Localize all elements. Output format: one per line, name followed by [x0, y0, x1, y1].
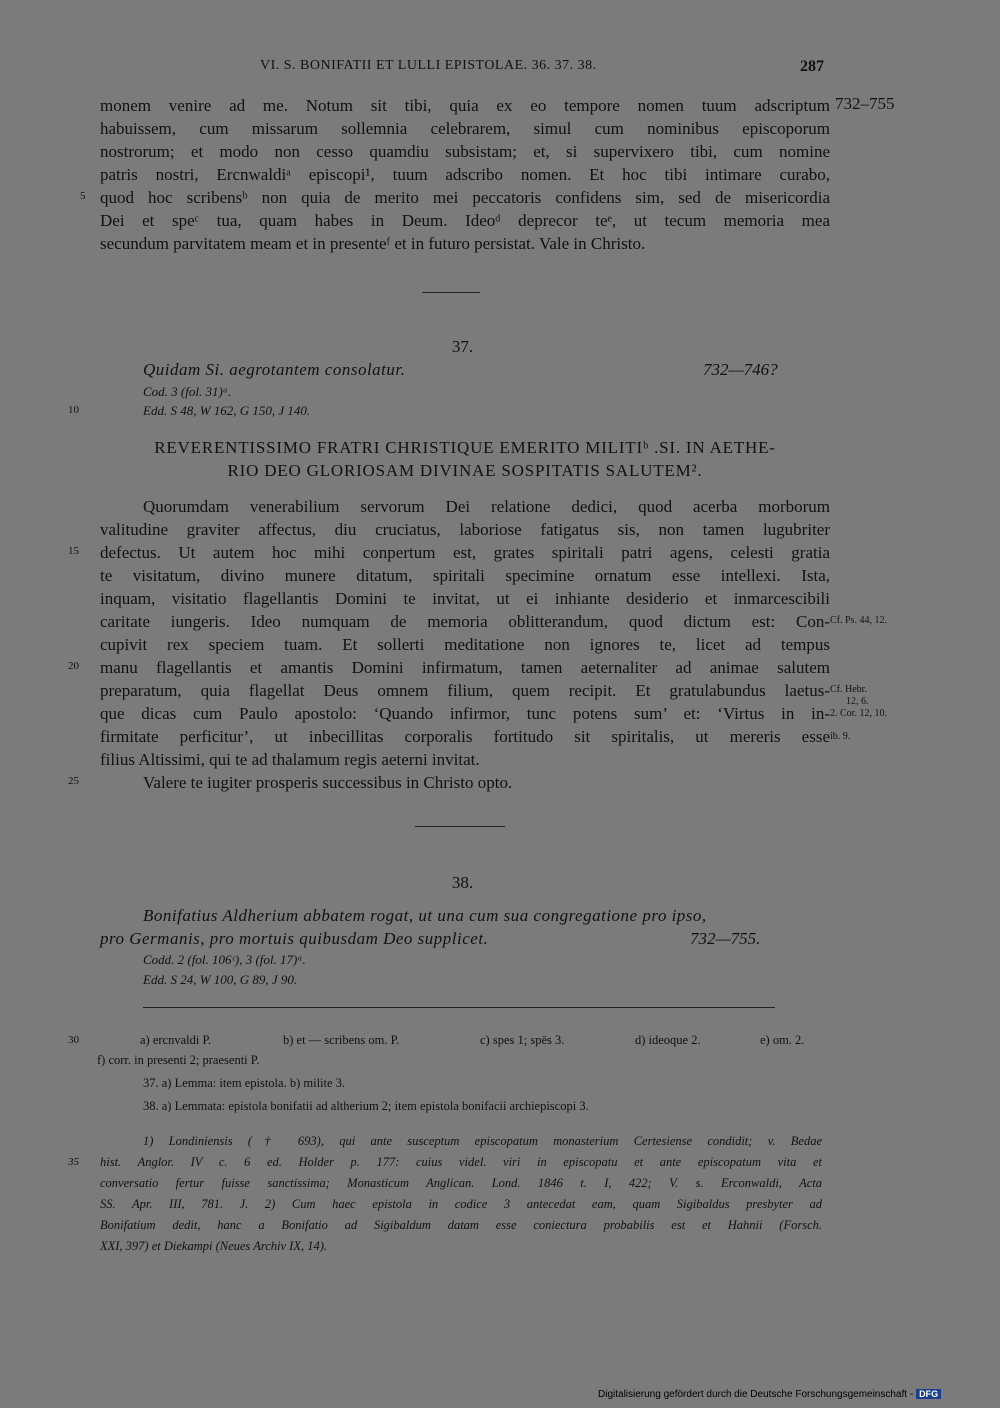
footnote: c) spes 1; spēs 3. — [480, 1033, 565, 1047]
text-line: habuissem, cum missarum sollemnia celebrarem, simul cum nominibus episcoporum — [100, 119, 830, 138]
note-line: hist. Anglor. IV c. 6 ed. Holder p. 177: cuius videl. viri in episcopatu et ante episcopatum vita et — [100, 1155, 822, 1169]
footnote: e) om. 2. — [760, 1033, 805, 1047]
text-line: nostrorum; et modo non cesso quamdiu subsistam; et, si supervixero tibi, cum nomine — [100, 142, 830, 161]
text-line: quod hoc scribensᵇ non quia de merito mei peccatoris confidens sim, sed de misericordia — [100, 188, 830, 207]
section-separator — [415, 826, 505, 827]
letter-38-editions: Edd. S 24, W 100, G 89, J 90. — [143, 972, 298, 987]
letter-37-date: 732—746? — [703, 360, 778, 379]
letter-38-date: 732—755. — [690, 929, 761, 948]
sidenote: 2. Cor. 12, 10. — [830, 708, 887, 719]
letter-37-codex: Cod. 3 (fol. 31)ᵃ. — [143, 384, 232, 399]
text-line: te visitatum, divino munere ditatum, spiritali specimine ornatum esse intellexi. Ista, — [100, 566, 830, 585]
letter-37-number: 37. — [451, 337, 474, 356]
line-number: 15 — [68, 545, 79, 557]
text-line: que dicas cum Paulo apostolo: ‘Quando infirmor, tunc potens sum’ et: ‘Virtus in in- — [100, 704, 830, 723]
letter-38-lemma-2: pro Germanis, pro mortuis quibusdam Deo supplicet. — [100, 929, 489, 948]
section-separator — [422, 292, 480, 293]
text-line: defectus. Ut autem hoc mihi conpertum est, grates spiritali patri agens, celesti gratia — [100, 543, 830, 562]
text-line: monem venire ad me. Notum sit tibi, quia ex eo tempore nomen tuum adscriptum — [100, 96, 830, 115]
line-number: 5 — [80, 190, 86, 202]
text-line: valitudine graviter affectus, diu cruciatus, laboriose fatigatus sis, non tamen lugubriter — [100, 520, 830, 539]
sidenote: Cf. Ps. 44, 12. — [830, 615, 887, 626]
text-line: cupivit rex speciem tuam. Et sollerti meditatione non ignores te, licet ad tempus — [100, 635, 830, 654]
text-line: Valere te iugiter prosperis successibus in Christo opto. — [143, 773, 513, 792]
footnote: a) ercnvaldi P. — [140, 1033, 212, 1047]
text-line: firmitate perficitur’, ut inbecillitas corporalis fortitudo sit spiritalis, ut mereris esse — [100, 727, 830, 746]
note-line: 1) Londiniensis († 693), qui ante susceptum episcopatum monasterium Certesiense condidit; v. Bedae — [143, 1134, 822, 1148]
line-number: 25 — [68, 775, 79, 787]
line-number: 20 — [68, 660, 79, 672]
digitization-credit — [598, 1389, 941, 1400]
text-line: Dei et speᶜ tua, quam habes in Deum. Ideoᵈ deprecor teᵉ, ut tecum memoria mea — [100, 211, 830, 230]
dfg-logo: DFG — [916, 1389, 941, 1399]
letter-37-editions: Edd. S 48, W 162, G 150, J 140. — [143, 403, 311, 418]
line-number: 30 — [68, 1034, 79, 1046]
footnote: d) ideoque 2. — [635, 1033, 701, 1047]
sidenote: ib. 9. — [830, 731, 851, 742]
note-line: conversatio fertur fuisse sanctissima; Monasticum Anglican. Lond. 1846 t. I, 422; V. s. Erconwaldi, Acta — [100, 1176, 822, 1190]
letter-37-salutation-2: RIO DEO GLORIOSAM DIVINAE SOSPITATIS SALUTEM². — [227, 461, 703, 480]
running-header: VI. S. BONIFATII ET LULLI EPISTOLAE. 36. 37. 38. — [260, 58, 597, 73]
letter-37-lemma: Quidam Si. aegrotantem consolatur. — [143, 360, 406, 379]
text-line: secundum parvitatem meam et in presenteᶠ et in futuro persistat. Vale in Christo. — [100, 234, 646, 253]
footnote: f) corr. in presenti 2; praesenti P. — [97, 1053, 260, 1067]
footnote: 37. a) Lemma: item epistola. b) milite 3. — [143, 1076, 346, 1090]
credit-text: Digitalisierung gefördert durch die Deutsche Forschungsgemeinschaft - — [598, 1389, 914, 1400]
text-line: inquam, visitatio flagellantis Domini te invitat, ut ei inhiante desiderio et inmarcescibili — [100, 589, 830, 608]
text-line: filius Altissimi, qui te ad thalamum regis aeterni invitat. — [100, 750, 480, 769]
letter-37-salutation-1: REVERENTISSIMO FRATRI CHRISTIQUE EMERITO MILITIᵇ .SI. IN AETHE- — [154, 438, 776, 457]
line-number: 35 — [68, 1156, 79, 1168]
letter-38-number: 38. — [451, 873, 474, 892]
footnote: 38. a) Lemmata: epistola bonifatii ad altherium 2; item epistola bonifacii archiepiscopi 3. — [143, 1099, 589, 1113]
footnote: b) et — scribens om. P. — [283, 1033, 400, 1047]
page-number: 287 — [800, 58, 824, 75]
sidenote: 12, 6. — [846, 696, 869, 707]
footnote-rule — [143, 1007, 775, 1008]
text-line: caritate iungeris. Ideo numquam de memoria oblitterandum, quod dictum est: Con- — [100, 612, 830, 631]
text-line: Quorumdam venerabilium servorum Dei relatione dedici, quod acerba morborum — [143, 497, 830, 516]
note-line: Bonifatium dedit, hanc a Bonifatio ad Sigibaldum datam esse coniectura probabilis est et Hahnii (Forsch. — [100, 1218, 822, 1232]
letter-36-date: 732–755 — [835, 94, 895, 113]
text-line: manu flagellantis et amantis Domini infirmatum, tamen aeternaliter ad animae salutem — [100, 658, 830, 677]
note-line: XXI, 397) et Diekampi (Neues Archiv IX, 14). — [100, 1239, 328, 1253]
sidenote: Cf. Hebr. — [830, 684, 867, 695]
text-line: patris nostri, Ercnwaldiᵃ episcopi¹, tuum adscribo nomen. Et hoc tibi intimare curabo, — [100, 165, 830, 184]
note-line: SS. Apr. III, 781. J. 2) Cum haec epistola in codice 3 antecedat eam, quam Sigibaldus presbyter ad — [100, 1197, 822, 1211]
text-line: preparatum, quia flagellat Deus omnem filium, quem recipit. Et gratulabundus laetus- — [100, 681, 830, 700]
letter-38-codices: Codd. 2 (fol. 106ᶜ), 3 (fol. 17)ᵃ. — [143, 952, 306, 967]
letter-38-lemma-1: Bonifatius Aldherium abbatem rogat, ut una cum sua congregatione pro ipso, — [143, 906, 707, 925]
line-number: 10 — [68, 404, 79, 416]
